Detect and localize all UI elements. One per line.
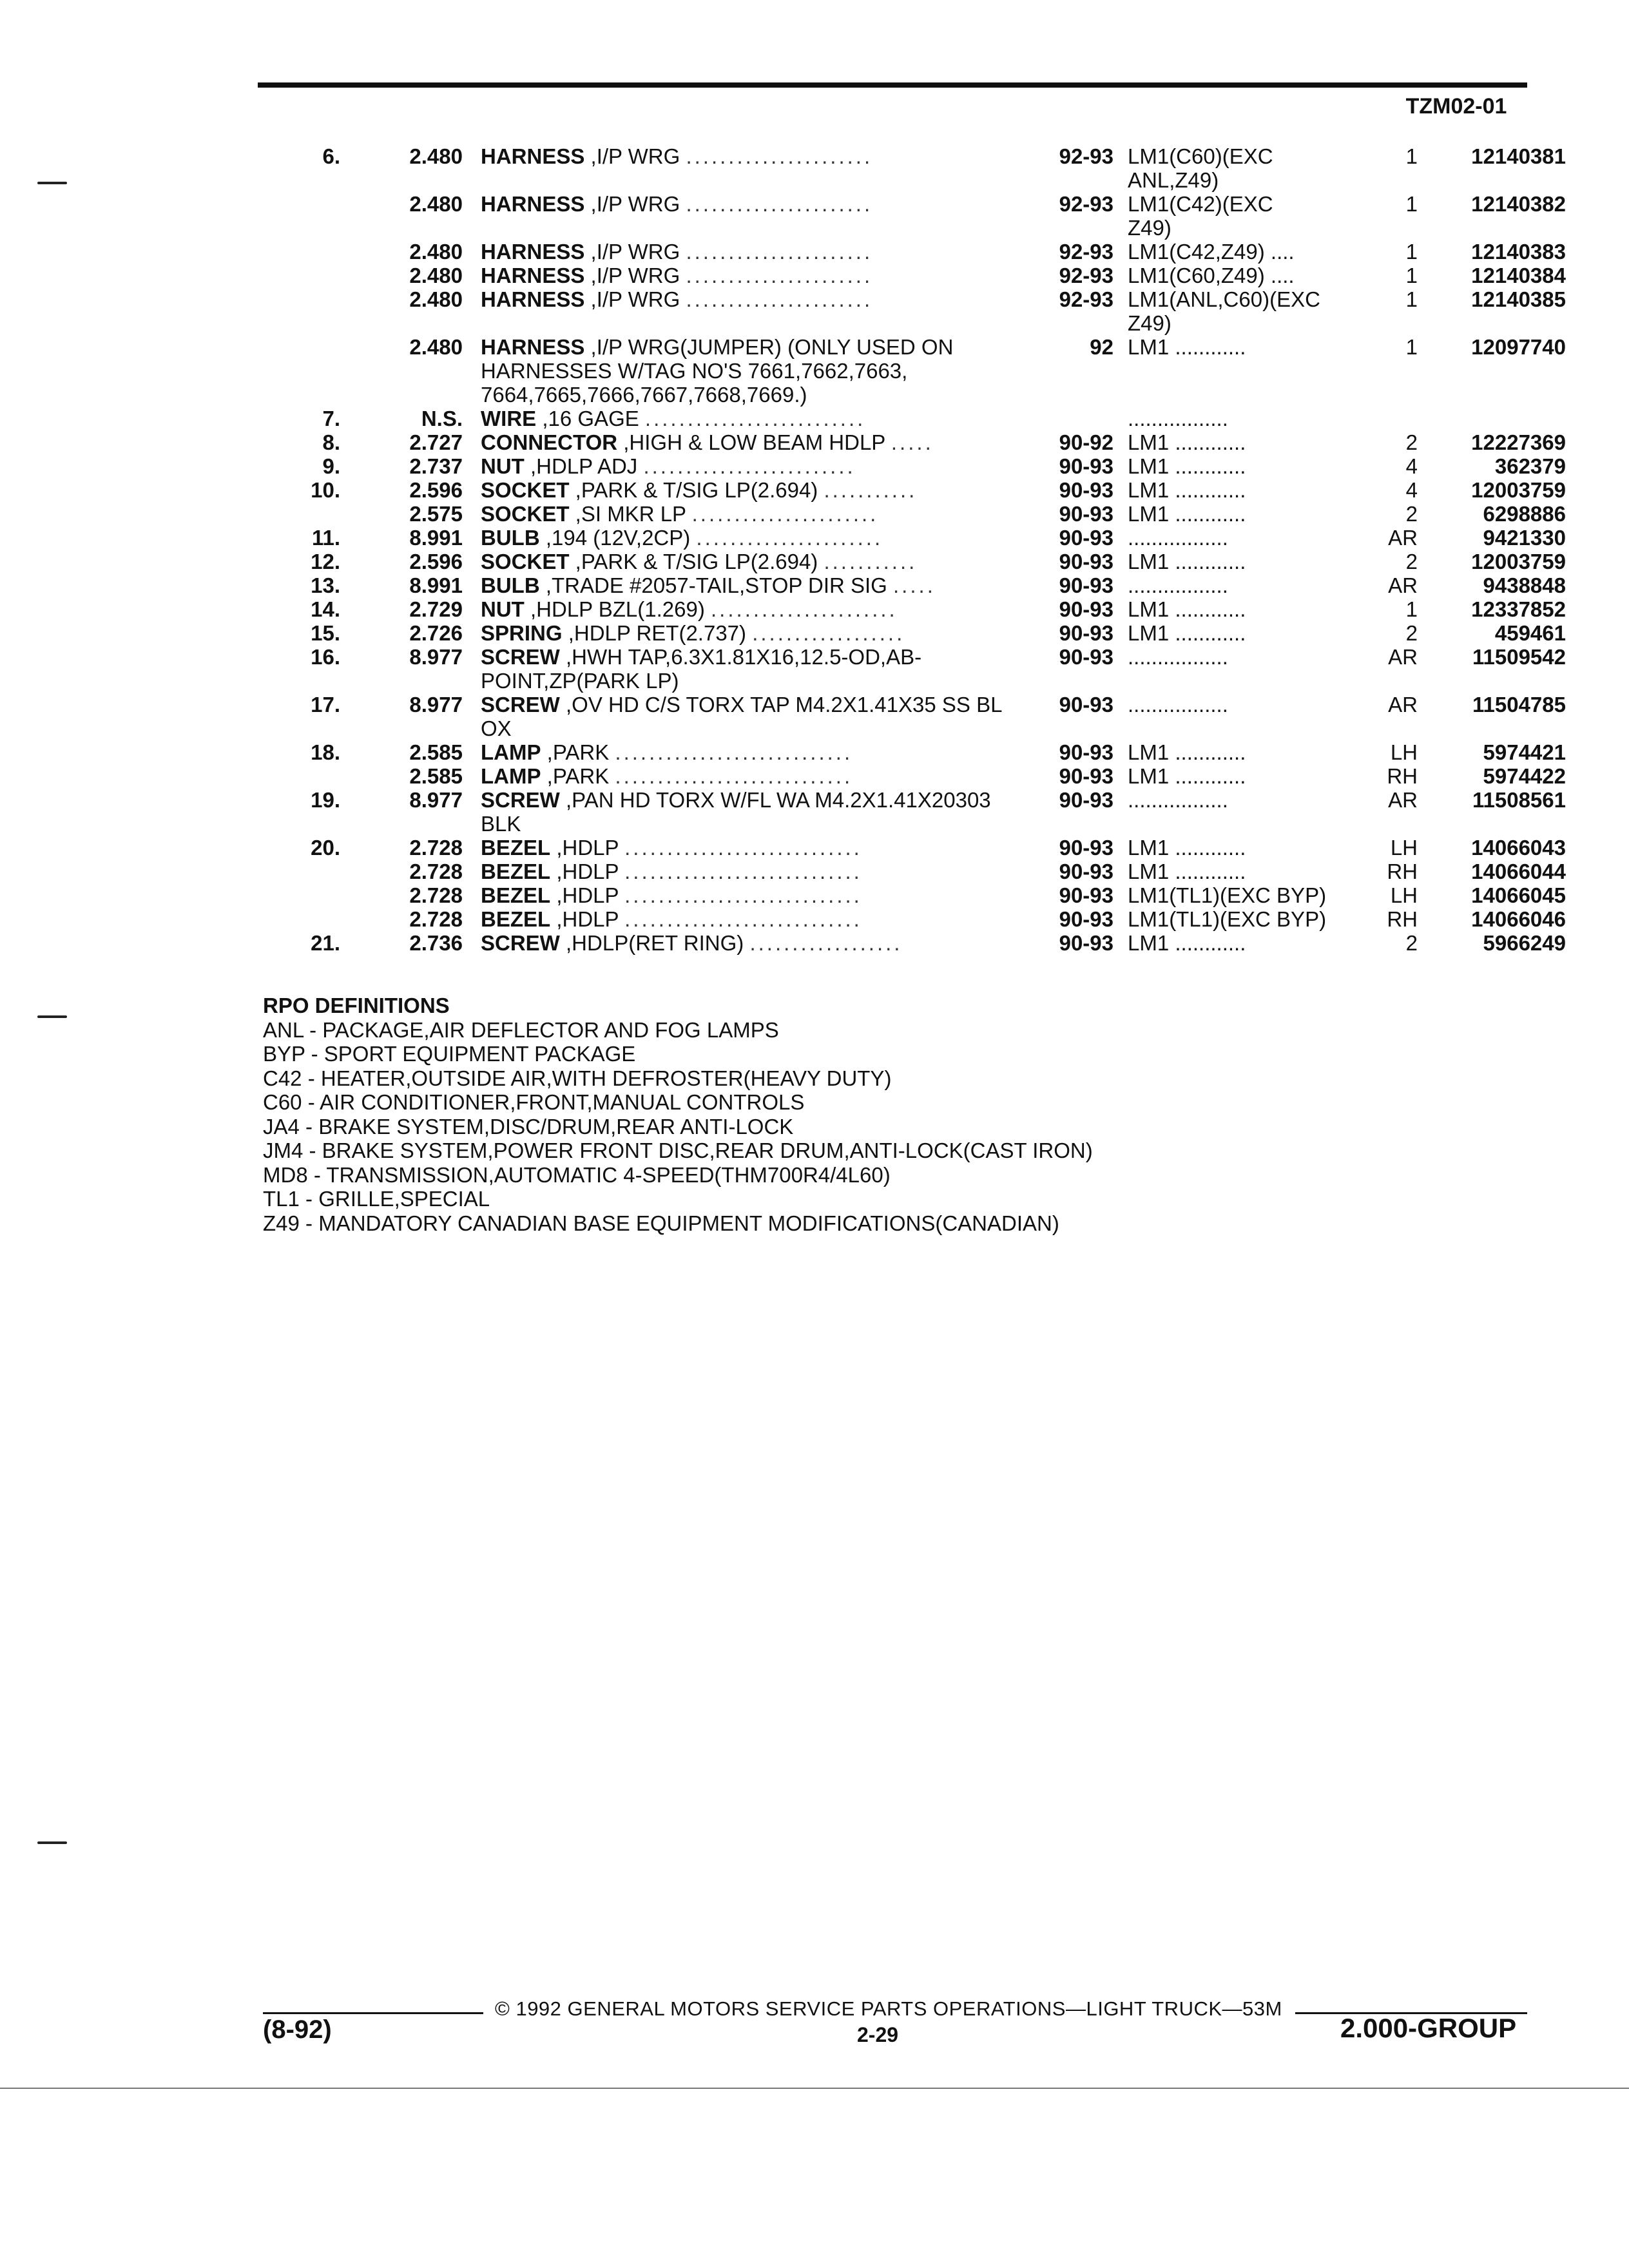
table-row: [0, 883, 1629, 907]
application: LM1 ............: [1128, 836, 1246, 860]
application: .................: [1128, 645, 1228, 669]
part-name: NUT: [481, 454, 525, 478]
description: [481, 407, 1010, 430]
ref-number: 13.: [311, 573, 340, 597]
description: [481, 502, 1010, 526]
group-number: N.S.: [421, 407, 463, 430]
description: [481, 240, 1010, 264]
part-name: NUT: [481, 597, 525, 621]
footer-date: (8-92): [263, 2015, 332, 2044]
table-row: [0, 931, 1629, 955]
table-row: [0, 836, 1629, 860]
rpo-item: C42 - HEATER,OUTSIDE AIR,WITH DEFROSTER(HEAVY DUTY): [263, 1066, 892, 1090]
table-row: [0, 430, 1629, 454]
group-number: 2.596: [409, 478, 463, 502]
dot-leader: ...........: [824, 478, 918, 502]
part-description: ,I/P WRG: [584, 287, 686, 311]
application: LM1 ............: [1128, 931, 1246, 955]
group-number: 2.585: [409, 740, 463, 764]
model-years: 90-93: [1059, 645, 1113, 669]
description: [481, 764, 1010, 788]
group-number: 2.728: [409, 883, 463, 907]
part-description: ,HDLP: [550, 860, 625, 883]
part-name: HARNESS: [481, 192, 585, 216]
application: LM1(C60)(EXC ANL,Z49): [1128, 144, 1273, 192]
model-years: 90-93: [1059, 526, 1113, 550]
application: LM1(C60,Z49) ....: [1128, 264, 1295, 287]
quantity: 1: [1405, 144, 1418, 168]
part-name: BULB: [481, 573, 540, 597]
ref-number: 7.: [322, 407, 340, 430]
dot-leader: ............................: [624, 907, 862, 931]
part-name: LAMP: [481, 764, 541, 788]
group-number: 2.480: [409, 287, 463, 311]
part-description: ,I/P WRG: [584, 264, 686, 287]
model-years: 92-93: [1059, 287, 1113, 311]
dot-leader: ......................: [691, 502, 879, 526]
description: [481, 264, 1010, 287]
application: LM1 ............: [1128, 621, 1246, 645]
part-description: ,HIGH & LOW BEAM HDLP: [617, 430, 891, 454]
part-name: HARNESS: [481, 264, 585, 287]
quantity: 1: [1405, 597, 1418, 621]
punch-mark: [37, 182, 67, 184]
description: [481, 550, 1010, 573]
model-years: 90-93: [1059, 883, 1113, 907]
model-years: 90-93: [1059, 454, 1113, 478]
part-number: 12337852: [1471, 597, 1566, 621]
dot-leader: ......................: [686, 264, 873, 287]
dot-leader: ............................: [615, 740, 853, 764]
quantity: 4: [1405, 478, 1418, 502]
group-number: 2.727: [409, 430, 463, 454]
group-number: 2.737: [409, 454, 463, 478]
application: LM1(TL1)(EXC BYP): [1128, 907, 1327, 931]
application: .................: [1128, 526, 1228, 550]
part-number: 14066046: [1471, 907, 1566, 931]
table-row: [0, 597, 1629, 621]
part-name: HARNESS: [481, 240, 585, 264]
rpo-item: JM4 - BRAKE SYSTEM,POWER FRONT DISC,REAR DRUM,ANTI-LOCK(CAST IRON): [263, 1139, 1093, 1162]
rpo-title: RPO DEFINITIONS: [263, 994, 450, 1017]
quantity: 1: [1405, 240, 1418, 264]
application: .................: [1128, 788, 1228, 812]
part-number: 9421330: [1483, 526, 1566, 550]
model-years: 92: [1090, 335, 1113, 359]
part-description: ,HDLP: [550, 907, 625, 931]
part-description: ,HDLP: [550, 883, 625, 907]
dot-leader: ..........................: [644, 407, 866, 430]
table-row: [0, 144, 1629, 192]
part-name: HARNESS: [481, 287, 585, 311]
model-years: 90-93: [1059, 931, 1113, 955]
part-number: 14066043: [1471, 836, 1566, 860]
part-description: ,PARK: [541, 764, 615, 788]
ref-number: 10.: [311, 478, 340, 502]
part-number: 6298886: [1483, 502, 1566, 526]
dot-leader: ............................: [624, 860, 862, 883]
application: LM1(C42)(EXC Z49): [1128, 192, 1273, 240]
part-description: ,HDLP(RET RING): [559, 931, 750, 955]
application: LM1 ............: [1128, 597, 1246, 621]
ref-number: 16.: [311, 645, 340, 669]
part-number: 5974421: [1483, 740, 1566, 764]
dot-leader: .....: [891, 430, 934, 454]
dot-leader: ...........: [824, 550, 918, 573]
group-number: 2.585: [409, 764, 463, 788]
group-number: 8.977: [409, 788, 463, 812]
description: [481, 693, 1010, 740]
ref-number: 14.: [311, 597, 340, 621]
part-name: SCREW: [481, 788, 560, 812]
model-years: 92-93: [1059, 144, 1113, 168]
part-number: 12227369: [1471, 430, 1566, 454]
part-number: 12140381: [1471, 144, 1566, 168]
dot-leader: ......................: [686, 144, 873, 168]
quantity: 2: [1405, 931, 1418, 955]
quantity: 2: [1405, 502, 1418, 526]
quantity: RH: [1387, 764, 1418, 788]
group-number: 2.728: [409, 860, 463, 883]
ref-number: 20.: [311, 836, 340, 860]
application: LM1 ............: [1128, 740, 1246, 764]
part-description: ,HDLP: [550, 836, 625, 860]
quantity: LH: [1390, 883, 1418, 907]
application: .................: [1128, 573, 1228, 597]
part-description: ,OV HD C/S TORX TAP M4.2X1.41X35 SS BL OX: [481, 693, 1008, 740]
part-name: BEZEL: [481, 860, 551, 883]
group-number: 8.991: [409, 526, 463, 550]
part-name: SOCKET: [481, 550, 570, 573]
group-number: 2.596: [409, 550, 463, 573]
footer-rule-left: [263, 2012, 483, 2014]
group-number: 2.480: [409, 144, 463, 168]
dot-leader: ......................: [686, 240, 873, 264]
model-years: 90-93: [1059, 550, 1113, 573]
table-row: [0, 740, 1629, 764]
table-row: [0, 478, 1629, 502]
quantity: LH: [1390, 740, 1418, 764]
model-years: 90-93: [1059, 573, 1113, 597]
description: [481, 907, 1010, 931]
quantity: RH: [1387, 860, 1418, 883]
quantity: AR: [1388, 693, 1418, 716]
dot-leader: .....: [893, 573, 936, 597]
model-years: 90-93: [1059, 836, 1113, 860]
part-description: ,TRADE #2057-TAIL,STOP DIR SIG: [539, 573, 894, 597]
description: [481, 335, 1010, 407]
group-number: 2.480: [409, 264, 463, 287]
dot-leader: .........................: [643, 454, 856, 478]
table-row: [0, 788, 1629, 836]
quantity: AR: [1388, 526, 1418, 550]
table-row: [0, 407, 1629, 430]
model-years: 90-93: [1059, 740, 1113, 764]
table-row: [0, 335, 1629, 407]
description: [481, 645, 1010, 693]
part-name: BEZEL: [481, 907, 551, 931]
dot-leader: ............................: [615, 764, 853, 788]
application: LM1 ............: [1128, 550, 1246, 573]
part-number: 12097740: [1471, 335, 1566, 359]
dot-leader: ......................: [686, 287, 873, 311]
rpo-item: JA4 - BRAKE SYSTEM,DISC/DRUM,REAR ANTI-LOCK: [263, 1114, 794, 1139]
application: LM1(TL1)(EXC BYP): [1128, 883, 1327, 907]
ref-number: 6.: [322, 144, 340, 168]
description: [481, 740, 1010, 764]
punch-mark: [37, 1015, 67, 1018]
part-name: SCREW: [481, 931, 560, 955]
rpo-item: Z49 - MANDATORY CANADIAN BASE EQUIPMENT MODIFICATIONS(CANADIAN): [263, 1211, 1059, 1235]
parts-table: [0, 144, 1629, 955]
part-number: 362379: [1494, 454, 1566, 478]
group-number: 8.977: [409, 645, 463, 669]
group-number: 2.575: [409, 502, 463, 526]
group-number: 2.480: [409, 192, 463, 216]
table-row: [0, 526, 1629, 550]
part-description: ,PARK & T/SIG LP(2.694): [569, 550, 824, 573]
model-years: 90-92: [1059, 430, 1113, 454]
footer-group: 2.000-GROUP: [1340, 2013, 1517, 2043]
table-row: [0, 502, 1629, 526]
table-row: [0, 264, 1629, 287]
application: LM1 ............: [1128, 430, 1246, 454]
application: .................: [1128, 407, 1228, 430]
quantity: AR: [1388, 573, 1418, 597]
dot-leader: ............................: [624, 836, 862, 860]
quantity: 1: [1405, 264, 1418, 287]
quantity: RH: [1387, 907, 1418, 931]
part-description: ,PARK: [541, 740, 615, 764]
group-number: 2.729: [409, 597, 463, 621]
top-rule: [258, 82, 1527, 88]
dot-leader: ......................: [686, 192, 873, 216]
quantity: AR: [1388, 788, 1418, 812]
part-number: 459461: [1494, 621, 1566, 645]
model-years: 90-93: [1059, 597, 1113, 621]
group-number: 2.728: [409, 836, 463, 860]
ref-number: 11.: [311, 526, 340, 550]
part-name: SCREW: [481, 645, 560, 669]
description: [481, 788, 1010, 836]
table-row: [0, 573, 1629, 597]
part-description: ,194 (12V,2CP): [539, 526, 697, 550]
table-row: [0, 860, 1629, 883]
model-years: 90-93: [1059, 860, 1113, 883]
quantity: AR: [1388, 645, 1418, 669]
quantity: 2: [1405, 621, 1418, 645]
page-number: 2-29: [857, 2023, 899, 2046]
description: [481, 883, 1010, 907]
part-name: SOCKET: [481, 502, 570, 526]
model-years: 90-93: [1059, 693, 1113, 716]
table-row: [0, 454, 1629, 478]
table-row: [0, 240, 1629, 264]
dot-leader: ..................: [749, 931, 903, 955]
rpo-list: [263, 1018, 1093, 1236]
part-description: ,SI MKR LP: [569, 502, 692, 526]
description: [481, 144, 1010, 168]
ref-number: 12.: [311, 550, 340, 573]
part-description: ,I/P WRG(JUMPER) (ONLY USED ON HARNESSES W/TAG NO'S 7661,7662,7663, 7664,7665,7666,7667,7668,7669.): [481, 335, 959, 407]
ref-number: 8.: [322, 430, 340, 454]
rpo-definitions: [263, 994, 1093, 1235]
table-row: [0, 764, 1629, 788]
table-row: [0, 550, 1629, 573]
quantity: 2: [1405, 430, 1418, 454]
group-number: 8.977: [409, 693, 463, 716]
rpo-item: TL1 - GRILLE,SPECIAL: [263, 1187, 490, 1211]
quantity: 1: [1405, 335, 1418, 359]
part-number: 9438848: [1483, 573, 1566, 597]
part-name: SPRING: [481, 621, 563, 645]
part-name: SOCKET: [481, 478, 570, 502]
group-number: 8.991: [409, 573, 463, 597]
model-years: 90-93: [1059, 621, 1113, 645]
part-number: 12140385: [1471, 287, 1566, 311]
application: LM1 ............: [1128, 764, 1246, 788]
application: LM1 ............: [1128, 335, 1246, 359]
ref-number: 15.: [311, 621, 340, 645]
description: [481, 860, 1010, 883]
part-number: 12140384: [1471, 264, 1566, 287]
model-years: 90-93: [1059, 502, 1113, 526]
part-description: ,I/P WRG: [584, 192, 686, 216]
group-number: 2.726: [409, 621, 463, 645]
ref-number: 9.: [322, 454, 340, 478]
part-name: BEZEL: [481, 836, 551, 860]
table-row: [0, 693, 1629, 740]
part-name: HARNESS: [481, 335, 585, 359]
part-description: ,HDLP ADJ: [524, 454, 644, 478]
group-number: 2.480: [409, 240, 463, 264]
part-name: WIRE: [481, 407, 537, 430]
group-number: 2.728: [409, 907, 463, 931]
table-row: [0, 287, 1629, 335]
document-code: TZM02-01: [1405, 94, 1507, 119]
ref-number: 18.: [311, 740, 340, 764]
part-description: ,PAN HD TORX W/FL WA M4.2X1.41X20303 BLK: [481, 788, 997, 836]
description: [481, 597, 1010, 621]
application: LM1(ANL,C60)(EXC Z49): [1128, 287, 1320, 335]
model-years: 92-93: [1059, 192, 1113, 216]
quantity: 1: [1405, 287, 1418, 311]
description: [481, 478, 1010, 502]
model-years: 90-93: [1059, 764, 1113, 788]
application: LM1(C42,Z49) ....: [1128, 240, 1295, 264]
part-number: 5966249: [1483, 931, 1566, 955]
description: [481, 573, 1010, 597]
part-description: ,HDLP RET(2.737): [562, 621, 753, 645]
quantity: 1: [1405, 192, 1418, 216]
dot-leader: ..................: [752, 621, 905, 645]
part-number: 12140383: [1471, 240, 1566, 264]
punch-mark: [37, 1841, 67, 1844]
model-years: 90-93: [1059, 478, 1113, 502]
rpo-item: C60 - AIR CONDITIONER,FRONT,MANUAL CONTROLS: [263, 1090, 805, 1114]
description: [481, 526, 1010, 550]
model-years: 92-93: [1059, 264, 1113, 287]
part-description: ,HDLP BZL(1.269): [524, 597, 711, 621]
application: LM1 ............: [1128, 454, 1246, 478]
part-name: HARNESS: [481, 144, 585, 168]
part-name: CONNECTOR: [481, 430, 618, 454]
footer-copyright: © 1992 GENERAL MOTORS SERVICE PARTS OPERATIONS—LIGHT TRUCK—53M: [495, 1997, 1282, 2020]
bottom-rule: [0, 2088, 1629, 2089]
application: LM1 ............: [1128, 860, 1246, 883]
part-description: ,16 GAGE: [536, 407, 645, 430]
part-description: ,I/P WRG: [584, 144, 686, 168]
model-years: 90-93: [1059, 788, 1113, 812]
description: [481, 192, 1010, 216]
table-row: [0, 192, 1629, 240]
description: [481, 931, 1010, 955]
quantity: 4: [1405, 454, 1418, 478]
rpo-item: MD8 - TRANSMISSION,AUTOMATIC 4-SPEED(THM700R4/4L60): [263, 1162, 891, 1187]
group-number: 2.736: [409, 931, 463, 955]
description: [481, 454, 1010, 478]
quantity: 2: [1405, 550, 1418, 573]
part-name: SCREW: [481, 693, 560, 716]
dot-leader: ......................: [696, 526, 883, 550]
part-name: BEZEL: [481, 883, 551, 907]
part-number: 12003759: [1471, 550, 1566, 573]
application: .................: [1128, 693, 1228, 716]
model-years: 90-93: [1059, 907, 1113, 931]
part-description: ,I/P WRG: [584, 240, 686, 264]
table-row: [0, 621, 1629, 645]
quantity: LH: [1390, 836, 1418, 860]
part-number: 11509542: [1472, 645, 1566, 669]
part-description: ,HWH TAP,6.3X1.81X16,12.5-OD,AB-POINT,ZP(PARK LP): [481, 645, 922, 693]
model-years: 92-93: [1059, 240, 1113, 264]
description: [481, 287, 1010, 311]
rpo-item: ANL - PACKAGE,AIR DEFLECTOR AND FOG LAMPS: [263, 1017, 779, 1042]
dot-leader: ......................: [711, 597, 898, 621]
group-number: 2.480: [409, 335, 463, 359]
part-name: BULB: [481, 526, 540, 550]
part-number: 11504785: [1472, 693, 1566, 716]
part-number: 14066044: [1471, 860, 1566, 883]
part-number: 12003759: [1471, 478, 1566, 502]
description: [481, 836, 1010, 860]
ref-number: 17.: [311, 693, 340, 716]
description: [481, 430, 1010, 454]
part-name: LAMP: [481, 740, 541, 764]
table-row: [0, 645, 1629, 693]
application: LM1 ............: [1128, 478, 1246, 502]
part-number: 5974422: [1483, 764, 1566, 788]
ref-number: 21.: [311, 931, 340, 955]
ref-number: 19.: [311, 788, 340, 812]
part-number: 14066045: [1471, 883, 1566, 907]
application: LM1 ............: [1128, 502, 1246, 526]
part-description: ,PARK & T/SIG LP(2.694): [569, 478, 824, 502]
part-number: 12140382: [1471, 192, 1566, 216]
dot-leader: ............................: [624, 883, 862, 907]
rpo-item: BYP - SPORT EQUIPMENT PACKAGE: [263, 1042, 636, 1066]
part-number: 11508561: [1472, 788, 1566, 812]
table-row: [0, 907, 1629, 931]
description: [481, 621, 1010, 645]
